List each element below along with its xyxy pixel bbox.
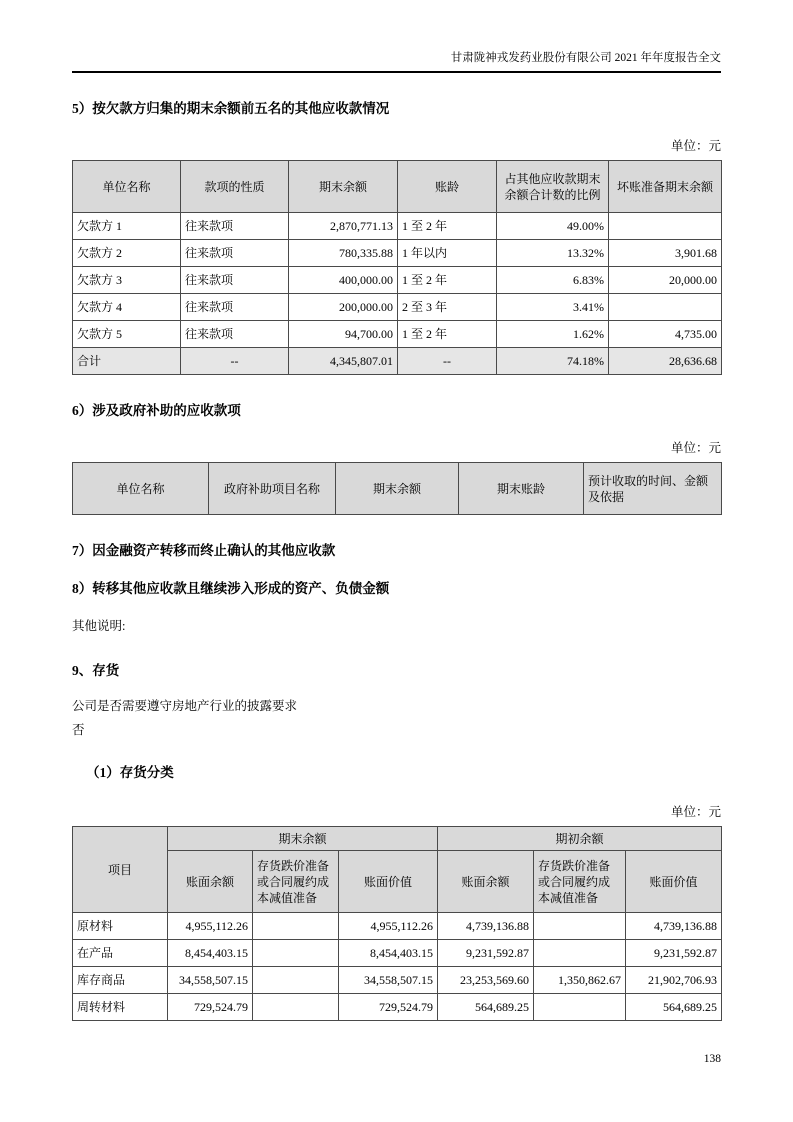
- table-row: [73, 913, 722, 940]
- section-5-title: 5）按欠款方归集的期末余额前五名的其他应收款情况: [72, 101, 390, 116]
- table-cell: [534, 940, 626, 967]
- column-header: 款项的性质: [181, 161, 289, 213]
- table-cell: 4,955,112.26: [168, 913, 253, 940]
- unit-label-1: 单位：元: [670, 139, 721, 153]
- table-cell: 原材料: [73, 913, 168, 940]
- table-cell: 往来款项: [181, 294, 289, 321]
- table-header-row: [73, 161, 722, 213]
- table-cell: 13.32%: [497, 240, 609, 267]
- column-group-header: 期初余额: [438, 827, 722, 851]
- column-header: 期末账龄: [459, 463, 584, 515]
- table-cell: 200,000.00: [289, 294, 398, 321]
- table-cell: 欠款方 5: [73, 321, 181, 348]
- column-header: 预计收取的时间、金额及依据: [584, 463, 722, 515]
- column-header: 账面余额: [438, 851, 534, 913]
- table-cell: 1,350,862.67: [534, 967, 626, 994]
- table-cell: 21,902,706.93: [626, 967, 722, 994]
- table-group-header-row: [73, 827, 722, 851]
- column-header: 占其他应收款期末余额合计数的比例: [497, 161, 609, 213]
- table-row: [73, 213, 722, 240]
- table-cell: 20,000.00: [609, 267, 722, 294]
- section-6-title: 6）涉及政府补助的应收款项: [72, 403, 241, 418]
- table-cell: 欠款方 4: [73, 294, 181, 321]
- section-9-1-title: （1）存货分类: [86, 765, 174, 780]
- table-row: [73, 294, 722, 321]
- unit-label-2: 单位：元: [670, 441, 721, 455]
- table-cell: 1 至 2 年: [398, 213, 497, 240]
- table-row: [73, 994, 722, 1021]
- table-cell: [253, 967, 339, 994]
- table-cell: 8,454,403.15: [168, 940, 253, 967]
- table-row: [73, 940, 722, 967]
- table-cell: 34,558,507.15: [168, 967, 253, 994]
- table-cell: 欠款方 2: [73, 240, 181, 267]
- table-cell: 9,231,592.87: [438, 940, 534, 967]
- table-cell: 1 至 2 年: [398, 321, 497, 348]
- table-cell: 1 至 2 年: [398, 267, 497, 294]
- column-header: 期末余额: [336, 463, 459, 515]
- table-cell: [253, 994, 339, 1021]
- table-cell: 8,454,403.15: [339, 940, 438, 967]
- table-cell: 欠款方 3: [73, 267, 181, 294]
- disclosure-answer: 否: [72, 723, 85, 737]
- table-row: [73, 321, 722, 348]
- table-cell: 94,700.00: [289, 321, 398, 348]
- table-cell: 往来款项: [181, 213, 289, 240]
- table-cell: [534, 913, 626, 940]
- table-header-row: [73, 463, 722, 515]
- inventory-table: [72, 826, 722, 1021]
- table-cell: 1 年以内: [398, 240, 497, 267]
- table-cell: 49.00%: [497, 213, 609, 240]
- table-cell: 周转材料: [73, 994, 168, 1021]
- table-cell: 往来款项: [181, 240, 289, 267]
- table-cell: [609, 294, 722, 321]
- table-cell: 4,345,807.01: [289, 348, 398, 375]
- table-cell: 9,231,592.87: [626, 940, 722, 967]
- table-cell: [609, 213, 722, 240]
- table-cell: [534, 994, 626, 1021]
- column-header: 政府补助项目名称: [209, 463, 336, 515]
- table-cell: 564,689.25: [438, 994, 534, 1021]
- table-cell: --: [398, 348, 497, 375]
- table-row: [73, 240, 722, 267]
- table-cell: 2 至 3 年: [398, 294, 497, 321]
- table-cell: 400,000.00: [289, 267, 398, 294]
- table-cell: [253, 913, 339, 940]
- table-cell: 4,735.00: [609, 321, 722, 348]
- column-header: 项目: [73, 827, 168, 913]
- table-cell: 往来款项: [181, 321, 289, 348]
- table-cell: 6.83%: [497, 267, 609, 294]
- table-cell: 往来款项: [181, 267, 289, 294]
- disclosure-question: 公司是否需要遵守房地产行业的披露要求: [72, 699, 298, 713]
- doc-header: [72, 50, 721, 73]
- table-cell: 3.41%: [497, 294, 609, 321]
- table-cell: 23,253,569.60: [438, 967, 534, 994]
- column-header: 单位名称: [73, 463, 209, 515]
- page-number: 138: [703, 1053, 721, 1065]
- column-header: 存货跌价准备或合同履约成本减值准备: [253, 851, 339, 913]
- table-cell: 合计: [73, 348, 181, 375]
- table-cell: 28,636.68: [609, 348, 722, 375]
- unit-label-3: 单位：元: [670, 805, 721, 819]
- table-cell: 库存商品: [73, 967, 168, 994]
- table-cell: 1.62%: [497, 321, 609, 348]
- column-header: 期末余额: [289, 161, 398, 213]
- table-cell: [253, 940, 339, 967]
- column-header: 账面余额: [168, 851, 253, 913]
- column-header: 坏账准备期末余额: [609, 161, 722, 213]
- table-cell: 4,739,136.88: [626, 913, 722, 940]
- section-7-title: 7）因金融资产转移而终止确认的其他应收款: [72, 543, 336, 558]
- table-row: [73, 267, 722, 294]
- table-cell: 3,901.68: [609, 240, 722, 267]
- other-receivables-table: [72, 160, 722, 375]
- table-subheader-row: [73, 851, 722, 913]
- table-cell: 564,689.25: [626, 994, 722, 1021]
- table-cell: 74.18%: [497, 348, 609, 375]
- table-cell: 2,870,771.13: [289, 213, 398, 240]
- column-header: 账面价值: [339, 851, 438, 913]
- column-header: 单位名称: [73, 161, 181, 213]
- table-cell: 729,524.79: [339, 994, 438, 1021]
- section-8-title: 8）转移其他应收款且继续涉入形成的资产、负债金额: [72, 581, 390, 596]
- table-cell: 4,955,112.26: [339, 913, 438, 940]
- table-cell: 4,739,136.88: [438, 913, 534, 940]
- table-cell: 在产品: [73, 940, 168, 967]
- section-9-title: 9、存货: [72, 663, 120, 678]
- table-cell: 780,335.88: [289, 240, 398, 267]
- table-cell: 欠款方 1: [73, 213, 181, 240]
- table-row: [73, 967, 722, 994]
- column-group-header: 期末余额: [168, 827, 438, 851]
- column-header: 账龄: [398, 161, 497, 213]
- column-header: 账面价值: [626, 851, 722, 913]
- gov-subsidy-table: [72, 462, 722, 515]
- doc-header-title: 甘肃陇神戎发药业股份有限公司 2021 年年度报告全文: [450, 52, 721, 64]
- table-cell: 34,558,507.15: [339, 967, 438, 994]
- column-header: 存货跌价准备或合同履约成本减值准备: [534, 851, 626, 913]
- table-total-row: [73, 348, 722, 375]
- table-cell: --: [181, 348, 289, 375]
- table-cell: 729,524.79: [168, 994, 253, 1021]
- other-note: 其他说明:: [72, 619, 126, 633]
